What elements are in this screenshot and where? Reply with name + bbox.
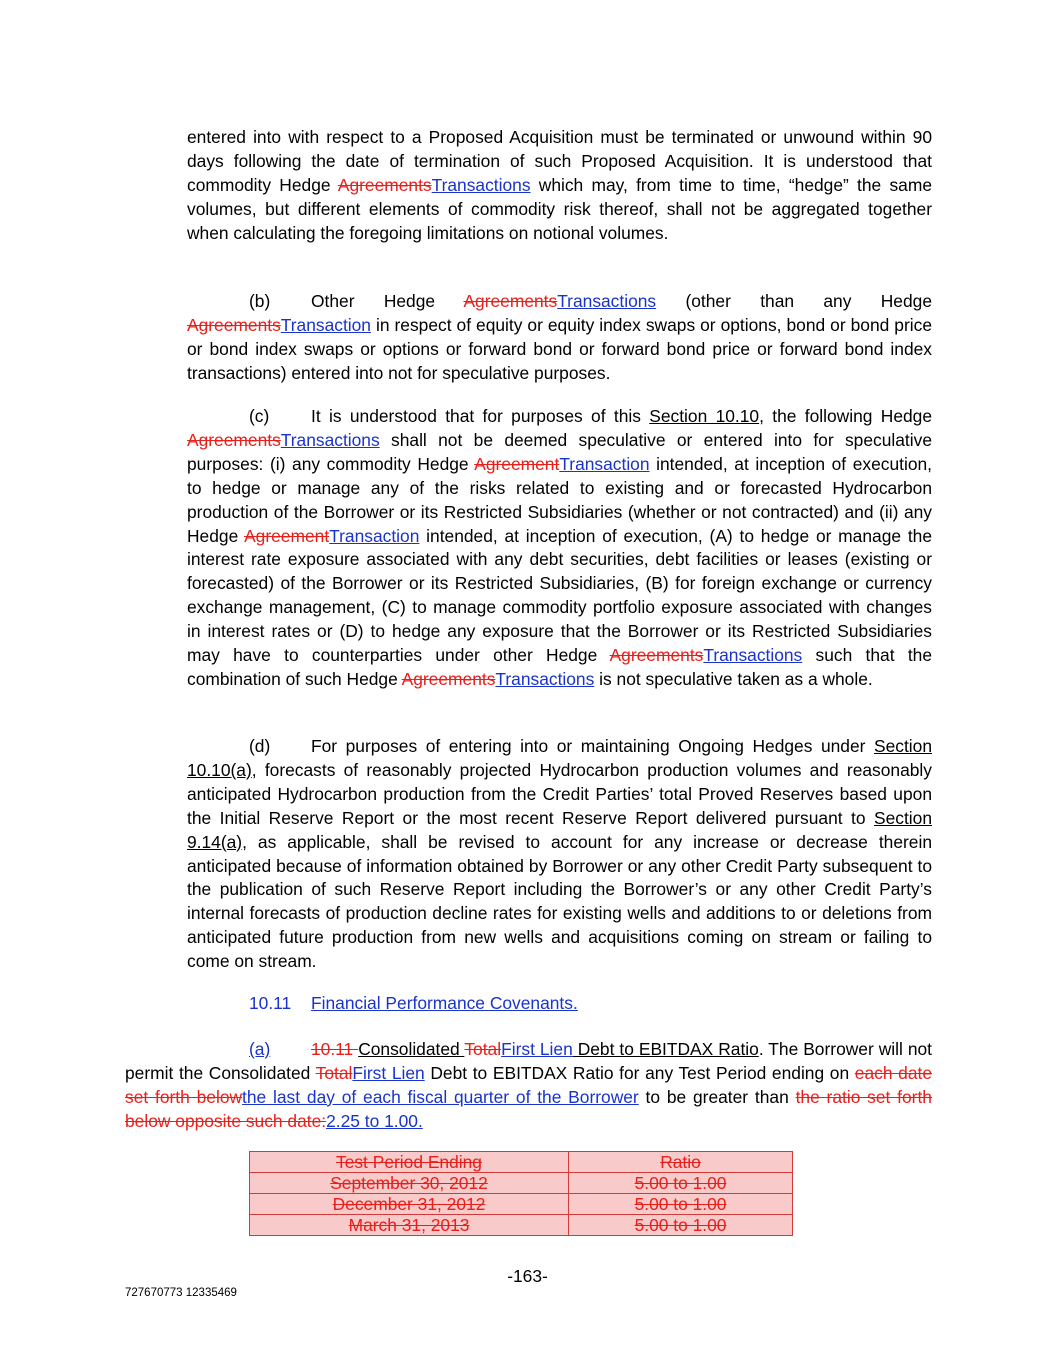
inserted-text: 2.25 to 1.00. (326, 1110, 423, 1131)
table-header-cell: Ratio (569, 1152, 793, 1173)
inserted-text: Transaction (559, 453, 650, 474)
deleted-text: the ratio set forth below opposite such date: (125, 1086, 932, 1131)
table-header-cell: Test Period Ending (250, 1152, 569, 1173)
deleted-text: Agreement (244, 525, 330, 546)
text-run: in respect of equity or equity index swaps or options, bond or bond price or bond index swaps or options or forward bond or forward bond price or forward bond index transactions) entered into not for speculative purposes. (187, 314, 932, 383)
table-cell: March 31, 2013 (250, 1215, 569, 1236)
paragraph-b (187, 290, 932, 386)
heading-run: Consolidated (358, 1039, 465, 1059)
text-run: entered into with respect to a Proposed Acquisition must be terminated or unwound within 90 days following the date of termination of such Proposed Acquisition. It is understood that commodity Hedge (187, 127, 932, 195)
document-id: 727670773 12335469 (125, 1287, 237, 1299)
deleted-text: Agreements (187, 429, 281, 450)
inserted-text: Transactions (495, 668, 595, 689)
deleted-text: Agreements (337, 174, 432, 195)
table-row (250, 1173, 793, 1194)
text-run: , the following Hedge (759, 406, 933, 426)
inserted-text: Transaction (280, 314, 371, 335)
section-number: 10.11 (249, 993, 292, 1013)
clause-label: (c) (249, 406, 270, 426)
clause-label: (b) (249, 291, 271, 311)
table-cell: 5.00 to 1.00 (569, 1173, 793, 1194)
table-row (250, 1194, 793, 1215)
table-row (250, 1215, 793, 1236)
inserted-text: Transactions (703, 645, 803, 666)
text-run: shall not be deemed speculative or entered into for speculative purposes: (i) any commodity Hedge (187, 429, 932, 474)
text-run: which may, from time to time, “hedge” the same volumes, but different elements of commodity risk thereof, shall not be aggregated together when calculating the foregoing limitations on notional volumes. (187, 174, 932, 243)
clause-label: (a) (249, 1039, 271, 1059)
inserted-text: the last day of each fiscal quarter of the Borrower (242, 1086, 639, 1107)
table-cell: September 30, 2012 (250, 1173, 569, 1194)
section-reference: Section 10.10 (649, 406, 760, 426)
section-title: Financial Performance Covenants. (311, 993, 578, 1013)
paragraph-d (187, 735, 932, 974)
deleted-text: Agreement (474, 453, 560, 474)
deleted-text: Agreements (463, 291, 558, 311)
inserted-text: Transaction (329, 525, 420, 546)
paragraph-c (187, 405, 932, 692)
text-run: such that the combination of such Hedge (187, 645, 932, 689)
deleted-text: 10.11 (311, 1039, 359, 1059)
text-run: It is understood that for purposes of this (311, 406, 650, 426)
text-run: , forecasts of reasonably projected Hydrocarbon production volumes and reasonably anticipated Hydrocarbon production from the Credit Parties’ total Proved Reserves based upon the Initial Reserve Report or the most recent Reserve Report delivered pursuant to (187, 759, 932, 828)
text-run: to be greater than (638, 1086, 796, 1107)
deleted-text: Agreements (609, 645, 704, 666)
deleted-text: Agreements (401, 668, 496, 689)
table-cell: 5.00 to 1.00 (569, 1215, 793, 1236)
deleted-text: Total (464, 1039, 502, 1059)
text-run: , as applicable, shall be revised to account for any increase or decrease therein anticipated because of information obtained by Borrower or any other Credit Party subsequent to the publication of such Reserve Report including the Borrower’s or any other Credit Party’s internal forecasts of production decline rates for existing wells and additions to or deletions from anticipated future production from new wells and acquisitions coming on stream or failing to come on stream. (187, 831, 932, 972)
table-cell: December 31, 2012 (250, 1194, 569, 1215)
inserted-text: First Lien (352, 1062, 425, 1083)
inserted-text: First Lien (501, 1039, 573, 1059)
section-reference: Section 10.10(a) (187, 736, 932, 780)
text-run: intended, at inception of execution, to hedge or manage any of the risks related to existing and or forecasted Hydrocarbon production of the Borrower or its Restricted Subsidiaries (whether or not contracted) and (ii) any Hedge (187, 453, 932, 546)
deleted-text: Total (315, 1062, 353, 1083)
inserted-text: Transactions (557, 291, 657, 311)
deleted-text: each date set forth below (125, 1062, 932, 1107)
ratio-table (249, 1151, 793, 1236)
text-run: is not speculative taken as a whole. (594, 668, 873, 689)
text-run: Other Hedge (311, 291, 464, 311)
inserted-text: Transactions (280, 429, 380, 450)
heading-run: Debt to EBITDAX Ratio (572, 1039, 759, 1059)
deleted-text: Agreements (187, 314, 281, 335)
table-header-row (250, 1152, 793, 1173)
text-run: . The Borrower will not permit the Consolidated (125, 1039, 932, 1083)
section-heading (249, 992, 578, 1016)
text-run: For purposes of entering into or maintaining Ongoing Hedges under (311, 736, 874, 756)
text-run: intended, at inception of execution, (A) to hedge or manage the interest rate exposure associated with any debt securities, debt facilities or leases (existing or forecasted) of the Borrower or its Restricted Subsidiaries, (B) for foreign exchange or currency exchange management, (C) to manage commodity portfolio exposure associated with changes in interest rates or (D) to hedge any exposure that the Borrower or its Restricted Subsidiaries may have to counterparties under other Hedge (187, 525, 932, 666)
clause-label: (d) (249, 736, 271, 756)
section-reference: Section 9.14(a) (187, 807, 932, 852)
text-run: Debt to EBITDAX Ratio for any Test Period ending on (424, 1062, 855, 1083)
table-cell: 5.00 to 1.00 (569, 1194, 793, 1215)
page-number: -163- (507, 1266, 548, 1286)
paragraph-a (125, 1038, 932, 1134)
inserted-text: Transactions (431, 174, 531, 195)
text-run: (other than any Hedge (656, 291, 932, 311)
paragraph-continuation (187, 126, 932, 246)
